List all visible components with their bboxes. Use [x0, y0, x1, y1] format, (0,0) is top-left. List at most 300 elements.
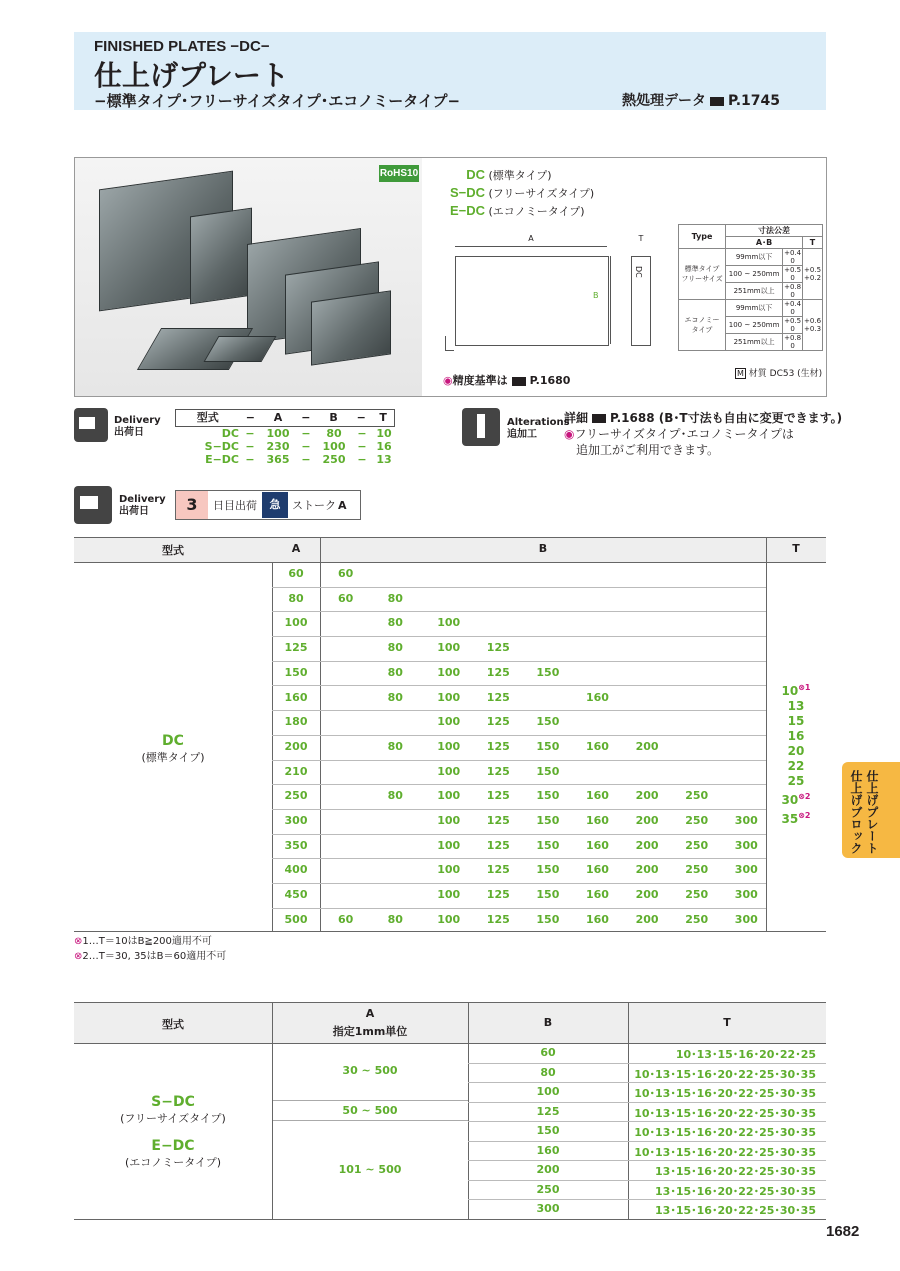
- delivery-example-cell: −: [301, 453, 311, 466]
- cell-b: 125: [486, 641, 510, 655]
- delivery-label-en: Delivery: [119, 494, 166, 505]
- delivery-days-label: 日目出荷: [213, 499, 257, 512]
- table-row: [272, 611, 766, 637]
- alterations-label-jp: 追加工: [507, 429, 537, 440]
- t-value: [766, 808, 826, 827]
- cell-b: 200: [635, 912, 659, 926]
- drill-icon: [462, 408, 500, 446]
- alterations-note: 追加工がご利用できます。: [576, 443, 720, 457]
- table-row: [468, 1082, 826, 1103]
- col-b: B: [329, 411, 338, 424]
- product-codes: [433, 166, 594, 220]
- tol-range: 251mm以上: [726, 334, 783, 351]
- cell-t: 13･15･16･20･22･25･30･35: [655, 1204, 816, 1217]
- cell-b: 200: [635, 739, 659, 753]
- t-value: [766, 714, 826, 729]
- table-row: [272, 883, 766, 909]
- cell-b: 100: [437, 665, 461, 679]
- type-sdc-sub: (フリーサイズタイプ): [120, 1112, 226, 1125]
- dim-b-line: [610, 256, 611, 344]
- cell-b: 300: [734, 814, 758, 827]
- col-sep: −: [245, 411, 255, 424]
- delivery-label: [119, 494, 166, 518]
- section-tab[interactable]: [842, 762, 900, 858]
- a-range: 101 ~ 500: [338, 1163, 402, 1176]
- dc-marking: DC: [634, 266, 643, 278]
- cell-b: 100: [437, 789, 461, 803]
- table-row: [468, 1180, 826, 1201]
- stock-grade: A: [338, 498, 347, 512]
- cell-b: 150: [536, 1124, 560, 1137]
- t-value-text: 13: [787, 699, 805, 713]
- heat-page: P.1745: [728, 93, 780, 109]
- material-note: [735, 366, 822, 379]
- tol-type-header: Type: [679, 225, 726, 249]
- cell-b: 60: [338, 912, 354, 926]
- express-icon: 急: [262, 492, 288, 518]
- tol-value: +0.8 0: [784, 334, 802, 350]
- t-value-text: 16: [787, 729, 805, 743]
- cell-b: 250: [685, 888, 709, 902]
- delivery-badge: [175, 490, 361, 520]
- cell-b: 250: [536, 1182, 560, 1196]
- t-value: [766, 699, 826, 714]
- cell-b: 125: [486, 665, 510, 679]
- cell-b: 150: [536, 912, 560, 926]
- cell-a: 60: [288, 567, 304, 580]
- section-tab-label: 仕上げプレート 仕上げブロック: [849, 770, 879, 854]
- table-row: [272, 809, 766, 835]
- table-row: [272, 735, 766, 761]
- cell-b: 125: [486, 789, 510, 803]
- delivery-example-cell: 80: [326, 427, 342, 440]
- cell-b: 200: [635, 814, 659, 827]
- cell-b: 100: [437, 838, 461, 852]
- alterations-info: [564, 410, 842, 458]
- table-row: [272, 908, 766, 933]
- delivery-example-cell: −: [301, 440, 311, 453]
- t-value: [766, 680, 826, 699]
- heat-label: 熱処理データ: [622, 93, 706, 109]
- material-text: 材質 DC53 (生材): [748, 369, 823, 379]
- cell-b: 160: [586, 863, 609, 877]
- cell-a: 500: [284, 912, 308, 926]
- cell-a: 100: [284, 616, 308, 630]
- table-row: [272, 562, 766, 588]
- cell-b: 160: [586, 789, 609, 803]
- delivery-example-cell: 16: [376, 440, 392, 453]
- cell-b: 300: [734, 863, 758, 877]
- note-2: 2…T＝30, 35はB＝60適用不可: [82, 951, 227, 962]
- cell-b: 80: [387, 616, 403, 630]
- col-t: T: [379, 411, 387, 424]
- cell-a: 150: [284, 665, 308, 679]
- tol-ab-header: A･B: [726, 237, 803, 249]
- t-value: [766, 789, 826, 808]
- a-divider: [273, 1100, 468, 1101]
- delivery-example-cell: 365: [266, 453, 290, 466]
- truck-icon: [74, 408, 108, 442]
- cell-b: 200: [635, 863, 659, 877]
- heat-treatment-link[interactable]: [622, 90, 780, 110]
- cell-b: 200: [635, 888, 659, 902]
- cell-b: 80: [387, 591, 403, 605]
- plate-image: [311, 290, 391, 365]
- cell-b: 160: [536, 1143, 560, 1157]
- table-bottom: [74, 1219, 826, 1220]
- cell-b: 80: [387, 912, 403, 926]
- delivery-example-cell: 230: [266, 440, 290, 453]
- table1-header: [74, 537, 826, 563]
- cell-b: 100: [437, 814, 461, 827]
- cross-icon: ⊗2: [798, 792, 811, 801]
- alterations-label: [507, 417, 570, 441]
- cell-b: 125: [486, 912, 510, 926]
- table-row: [468, 1160, 826, 1181]
- cell-a: 250: [284, 789, 308, 803]
- table-row: [272, 858, 766, 884]
- t-mark: 1: [804, 683, 811, 692]
- code-dc-name: (標準タイプ): [488, 169, 552, 182]
- cell-b: 200: [635, 838, 659, 852]
- t-value-text: 30: [781, 793, 799, 807]
- th-a: A: [365, 1007, 375, 1020]
- cell-a: 350: [284, 838, 308, 852]
- tol-value: +0.8 0: [784, 283, 802, 299]
- type-dc: DC: [162, 733, 184, 749]
- th-type: 型式: [162, 1018, 184, 1031]
- t-value-text: 15: [787, 714, 805, 728]
- delivery-label-jp: 出荷日: [119, 506, 149, 517]
- col-type: 型式: [196, 411, 219, 424]
- delivery-example-cell: −: [301, 427, 311, 440]
- cell-b: 200: [635, 789, 659, 803]
- tol-t-header: T: [803, 237, 823, 249]
- page-subtitle: −標準タイプ･フリーサイズタイプ･エコノミータイプ−: [94, 92, 461, 110]
- table-row: [272, 661, 766, 687]
- table-row: [272, 636, 766, 662]
- cell-t: 10･13･15･16･20･22･25･30･35: [634, 1126, 816, 1139]
- cell-t: 13･15･16･20･22･25･30･35: [655, 1184, 816, 1198]
- alterations-label-en: Alterations: [507, 417, 570, 428]
- table-row: [468, 1121, 826, 1142]
- tol-range: 100 ~ 250mm: [726, 317, 783, 334]
- cell-b: 125: [486, 764, 510, 778]
- cell-b: 125: [486, 863, 510, 877]
- corner-mark: [445, 336, 454, 351]
- dc-size-table: [74, 537, 826, 932]
- t-value: [766, 744, 826, 759]
- page-title: 仕上げプレート: [94, 59, 289, 92]
- delivery-example-cell: −: [245, 427, 255, 440]
- table-row: [468, 1141, 826, 1162]
- cell-b: 150: [536, 665, 560, 679]
- delivery-example-cell: 100: [322, 440, 346, 453]
- delivery-label-en: Delivery: [114, 415, 161, 426]
- tol-eco-type: エコノミー タイプ: [679, 300, 726, 351]
- cell-a: 180: [284, 715, 308, 729]
- cross-icon: ⊗1: [798, 683, 811, 692]
- cell-b: 300: [734, 912, 758, 926]
- tol-value: +0.5 0: [784, 317, 802, 333]
- cell-a: 80: [288, 591, 304, 605]
- delivery-days: 3: [176, 491, 208, 519]
- delivery-label-jp: 出荷日: [114, 427, 144, 438]
- cell-b: 300: [734, 888, 758, 902]
- t-value-text: 22: [787, 759, 805, 773]
- delivery-example-row: [175, 453, 395, 466]
- delivery-example-cell: −: [357, 440, 367, 453]
- cell-b: 250: [685, 863, 709, 877]
- th-b: B: [543, 1016, 553, 1029]
- delivery-example-cell: −: [245, 440, 255, 453]
- cell-b: 60: [338, 567, 354, 580]
- delivery-example-cell: 250: [322, 453, 346, 466]
- delivery-example-row: [175, 427, 395, 440]
- cell-b: 250: [685, 838, 709, 852]
- cell-b: 80: [387, 789, 403, 803]
- cell-b: 150: [536, 888, 560, 902]
- cell-b: 100: [437, 739, 461, 753]
- cell-t: 10･13･15･16･20･22･25･30･35: [634, 1087, 816, 1100]
- tol-range: 100 ~ 250mm: [726, 266, 783, 283]
- cell-b: 80: [387, 690, 403, 704]
- cell-b: 160: [586, 814, 609, 827]
- product-photo: [75, 158, 422, 396]
- cell-b: 250: [685, 912, 709, 926]
- delivery-example-rows: [175, 427, 395, 466]
- delivery-example-row: [175, 440, 395, 453]
- th-a: A: [291, 542, 301, 555]
- cell-b: 100: [437, 690, 461, 704]
- detail-note: (B･T寸法も自由に変更できます。): [658, 411, 843, 425]
- col-sep: −: [356, 411, 366, 424]
- cell-b: 125: [486, 838, 510, 852]
- reference-icon: [592, 414, 606, 423]
- tol-range: 251mm以上: [726, 283, 783, 300]
- tol-value: +0.5 0: [784, 266, 802, 282]
- cell-b: 160: [586, 888, 609, 902]
- col-a: A: [273, 411, 283, 424]
- cell-a: 400: [284, 863, 308, 877]
- rohs-badge: RoHS10: [379, 165, 419, 182]
- cell-b: 150: [536, 715, 560, 729]
- cell-b: 300: [734, 838, 758, 852]
- table-row: [272, 686, 766, 712]
- stock-label: ストーク: [292, 499, 336, 512]
- cell-b: 100: [437, 912, 461, 926]
- t-mark: 2: [804, 811, 811, 820]
- table2-header: [74, 1002, 826, 1044]
- drawing-front-view: [455, 256, 609, 346]
- t-value-text: 10: [781, 684, 799, 698]
- th-t: T: [792, 542, 800, 555]
- dim-a-line: [455, 246, 607, 247]
- cell-b: 100: [437, 715, 461, 729]
- table-row: [468, 1043, 826, 1064]
- table-row: [468, 1063, 826, 1084]
- delivery-example-cell: 100: [266, 427, 290, 440]
- cell-b: 125: [536, 1104, 560, 1118]
- tol-t-value: +0.5 +0.2: [803, 249, 823, 300]
- cell-t: 10･13･15･16･20･22･25･30･35: [634, 1067, 816, 1081]
- dim-t-label: T: [638, 234, 644, 243]
- dc-type-cell: [74, 733, 272, 765]
- cell-b: 100: [437, 641, 461, 655]
- cell-b: 100: [536, 1085, 560, 1098]
- type-sdc: S−DC: [151, 1094, 195, 1110]
- t-value: [766, 729, 826, 744]
- table-row: [272, 784, 766, 810]
- a-range: 30 ~ 500: [342, 1064, 398, 1077]
- t-mark: 2: [804, 792, 811, 801]
- cell-b: 250: [685, 814, 709, 827]
- cell-b: 200: [536, 1163, 560, 1176]
- table-row: [468, 1199, 826, 1219]
- tol-range: 99mm以下: [726, 300, 783, 317]
- cell-b: 80: [387, 739, 403, 753]
- cell-a: 300: [284, 814, 308, 827]
- cell-b: 60: [540, 1046, 556, 1059]
- cell-a: 200: [284, 739, 308, 753]
- reference-icon: [710, 97, 724, 106]
- alterations-note: フリーサイズタイプ･エコノミータイプは: [574, 427, 794, 441]
- a-divider: [273, 1120, 468, 1121]
- code-dc: DC: [466, 167, 485, 182]
- page-number: 1682: [826, 1223, 860, 1240]
- cross-icon: ⊗: [74, 936, 83, 947]
- cell-b: 80: [540, 1065, 556, 1079]
- cell-b: 125: [486, 690, 510, 704]
- delivery-example-cell: −: [245, 453, 255, 466]
- th-b: B: [538, 542, 548, 555]
- cell-b: 100: [437, 863, 461, 877]
- t-value: [766, 774, 826, 789]
- cell-a: 450: [284, 888, 308, 902]
- cell-b: 80: [387, 641, 403, 655]
- table-row: [272, 760, 766, 786]
- detail-page: P.1688: [610, 411, 655, 425]
- delivery-label: [114, 415, 161, 439]
- detail-label: 詳細: [564, 411, 589, 425]
- th-type: 型式: [162, 544, 184, 557]
- note-1: 1…T＝10はB≧200適用不可: [82, 936, 212, 947]
- cell-b: 150: [536, 863, 560, 877]
- reference-icon: [512, 377, 526, 386]
- th-a-sub: 指定1mm単位: [332, 1025, 408, 1038]
- cell-a: 210: [284, 764, 308, 778]
- cell-b: 160: [586, 912, 609, 926]
- delivery-example-header: [175, 409, 395, 427]
- free-size-table: [74, 1002, 826, 1220]
- cell-b: 100: [437, 616, 461, 630]
- a-range: 50 ~ 500: [342, 1104, 398, 1117]
- precision-label: 精度基準は: [452, 374, 508, 387]
- table1-notes: [74, 934, 226, 964]
- truck-icon: [74, 486, 112, 524]
- delivery-example-cell: S−DC: [204, 440, 239, 453]
- product-overview: [74, 157, 827, 397]
- cell-t: 10･13･15･16･20･22･25: [675, 1048, 816, 1061]
- code-edc: E−DC: [449, 203, 485, 218]
- code-edc-name: (エコノミータイプ): [488, 205, 585, 218]
- tol-std-type: 標準タイプ フリーサイズ: [679, 249, 726, 300]
- t-value-text: 25: [787, 774, 805, 788]
- pin-icon: ◉: [443, 374, 453, 387]
- cell-b: 160: [586, 838, 609, 852]
- t-value: [766, 759, 826, 774]
- table-row: [272, 710, 766, 736]
- t-values: [766, 680, 826, 827]
- t-value-text: 20: [787, 744, 805, 758]
- type-cell: [74, 1094, 272, 1170]
- cell-b: 125: [486, 739, 510, 753]
- delivery-example-cell: DC: [221, 427, 239, 440]
- tolerance-table: [678, 224, 823, 351]
- col-sep: −: [301, 411, 311, 424]
- tol-value: +0.4 0: [784, 300, 802, 316]
- cell-a: 160: [284, 690, 308, 704]
- cell-b: 80: [387, 665, 403, 679]
- cell-b: 300: [536, 1202, 560, 1215]
- cell-b: 125: [486, 814, 510, 827]
- title-english: FINISHED PLATES −DC−: [94, 38, 270, 55]
- code-sdc-name: (フリーサイズタイプ): [488, 187, 595, 200]
- precision-link[interactable]: [443, 372, 570, 388]
- material-icon: M: [737, 369, 744, 378]
- th-t: T: [723, 1016, 731, 1029]
- table-row: [272, 834, 766, 860]
- cell-b: 150: [536, 789, 560, 803]
- cell-b: 125: [486, 888, 510, 902]
- table-row: [272, 587, 766, 613]
- table-row: [468, 1102, 826, 1123]
- dim-b-label: B: [593, 291, 599, 300]
- cell-b: 100: [437, 888, 461, 902]
- cell-a: 125: [284, 641, 308, 655]
- delivery-example-cell: 13: [376, 453, 392, 466]
- delivery-example-cell: −: [357, 453, 367, 466]
- tol-range: 99mm以下: [726, 249, 783, 266]
- tol-t-value: +0.6 +0.3: [803, 300, 823, 351]
- delivery-example-cell: −: [357, 427, 367, 440]
- plate-image: [190, 208, 252, 305]
- cell-t: 13･15･16･20･22･25･30･35: [655, 1165, 816, 1178]
- cross-icon: ⊗2: [798, 811, 811, 820]
- cell-b: 150: [536, 814, 560, 827]
- cell-b: 150: [536, 838, 560, 852]
- tol-value: +0.4 0: [784, 249, 802, 265]
- delivery-example: [175, 409, 395, 466]
- precision-page: P.1680: [529, 374, 571, 387]
- delivery-example-cell: 10: [376, 427, 392, 440]
- dim-a-label: A: [528, 234, 534, 243]
- pin-icon: ◉: [564, 427, 575, 441]
- t-value-text: 35: [781, 812, 799, 826]
- cell-b: 160: [586, 739, 609, 753]
- cell-b: 125: [486, 715, 510, 729]
- alterations-link[interactable]: [564, 410, 842, 426]
- cell-b: 150: [536, 739, 560, 753]
- type-edc: E−DC: [151, 1138, 195, 1154]
- cross-icon: ⊗: [74, 951, 83, 962]
- code-sdc: S−DC: [449, 185, 485, 200]
- delivery-example-cell: E−DC: [205, 453, 239, 466]
- type-edc-sub: (エコノミータイプ): [124, 1156, 222, 1169]
- cell-b: 60: [338, 591, 354, 605]
- tol-dim-header: 寸法公差: [726, 225, 823, 237]
- cell-b: 160: [586, 690, 609, 704]
